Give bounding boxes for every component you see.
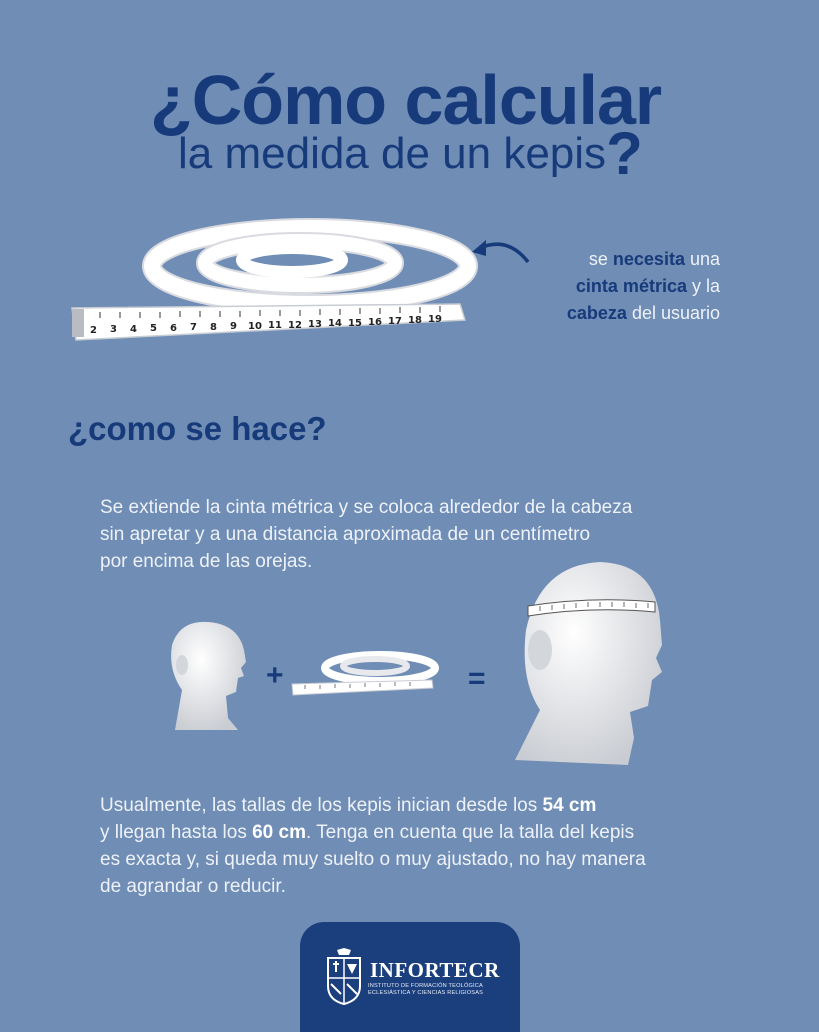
note-bold: necesita	[612, 249, 685, 269]
svg-text:10: 10	[248, 321, 262, 332]
instructions-line: por encima de las orejas.	[100, 551, 313, 572]
size-max: 60 cm	[252, 822, 306, 843]
note-text: se	[588, 249, 613, 269]
sizes-line	[100, 819, 740, 846]
svg-text:14: 14	[328, 318, 342, 329]
svg-text:7: 7	[190, 322, 197, 333]
subtitle-text: la medida de un kepis	[178, 129, 607, 178]
logo-name: INFORTECR	[370, 958, 500, 982]
instructions-line: Se extiende la cinta métrica y se coloca alrededor de la cabeza	[100, 497, 633, 518]
equation-illustration	[0, 550, 819, 780]
svg-text:9: 9	[230, 321, 237, 332]
measuring-tape-icon	[60, 208, 480, 358]
svg-text:12: 12	[288, 320, 302, 331]
logo-subtitle-line: ECLESIÁSTICA Y CIENCIAS RELIGIOSAS	[368, 990, 484, 996]
crest-icon	[325, 948, 363, 1006]
svg-text:4: 4	[130, 324, 137, 335]
side-note	[520, 246, 720, 327]
note-text: una	[684, 249, 720, 269]
svg-text:8: 8	[210, 322, 217, 333]
note-text: y la	[686, 276, 720, 296]
svg-text:6: 6	[170, 323, 177, 334]
svg-text:19: 19	[428, 314, 442, 325]
note-bold: cinta métrica	[575, 276, 687, 296]
equals-sign: =	[468, 662, 486, 695]
sizes-paragraph	[100, 792, 740, 900]
svg-text:16: 16	[368, 317, 382, 328]
plus-sign: +	[266, 659, 284, 692]
size-min: 54 cm	[542, 795, 597, 816]
section-heading: ¿como se hace?	[68, 410, 327, 447]
sizes-line	[100, 792, 740, 819]
sizes-text: y llegan hasta los	[100, 822, 253, 843]
svg-text:17: 17	[388, 316, 402, 327]
head-icon	[171, 622, 246, 730]
svg-text:3: 3	[110, 324, 117, 335]
page-subtitle	[178, 120, 698, 187]
svg-text:13: 13	[308, 319, 322, 330]
svg-text:15: 15	[348, 318, 362, 329]
head-with-tape-icon	[515, 562, 662, 765]
logo-subtitle-line: INSTITUTO DE FORMACIÓN TEOLÓGICA	[368, 983, 483, 989]
measuring-tape-icon	[292, 655, 435, 695]
svg-text:18: 18	[408, 315, 422, 326]
sizes-text: . Tenga en cuenta que la talla del kepis	[305, 822, 635, 843]
svg-text:5: 5	[150, 323, 157, 334]
note-text: del usuario	[626, 303, 720, 323]
svg-text:11: 11	[268, 320, 282, 331]
page-title: ¿Cómo calcular	[150, 61, 662, 139]
instructions-line: sin apretar y a una distancia aproximada de un centímetro	[100, 524, 591, 545]
svg-text:2: 2	[90, 325, 97, 336]
sizes-line: es exacta y, si queda muy suelto o muy ajustado, no hay manera	[100, 849, 646, 870]
logo-subtitle	[368, 983, 508, 997]
question-mark: ?	[606, 120, 643, 187]
sizes-text: Usualmente, las tallas de los kepis inician desde los	[100, 795, 543, 816]
note-bold: cabeza	[566, 303, 627, 323]
sizes-line: de agrandar o reducir.	[100, 876, 286, 897]
